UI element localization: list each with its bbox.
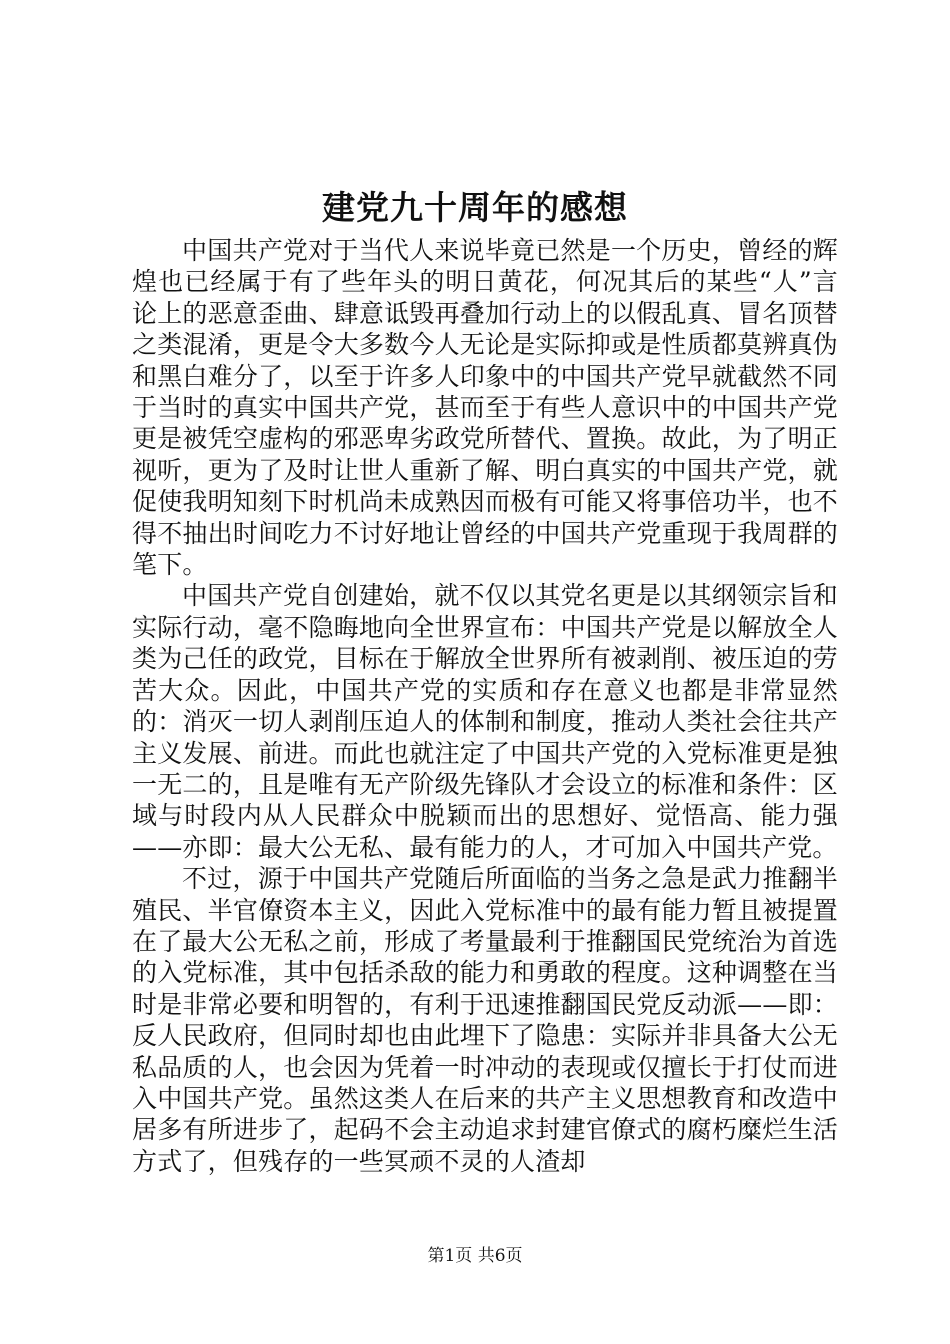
page-number: 第1页 bbox=[427, 1246, 473, 1266]
paragraph-1: 中国共产党对于当代人来说毕竟已然是一个历史，曾经的辉煌也已经属于有了些年头的明日黄花，何况其后的某些“人”言论上的恶意歪曲、肆意诋毁再叠加行动上的以假乱真、冒名顶替之类混淆，更是令大多数今人无论是实际抑或是性质都莫辨真伪和黑白难分了，以至于许多人印象中的中国共产党早就截然不同于当时的真实中国共产党，甚而至于有些人意识中的中国共产党更是被凭空虚构的邪恶卑劣政党所替代、置换。故此，为了明正视听，更为了及时让世人重新了解、明白真实的中国共产党，就促使我明知刻下时机尚未成熟因而极有可能又将事倍功半，也不得不抽出时间吃力不讨好地让曾经的中国共产党重现于我周群的笔下。 bbox=[132, 236, 838, 580]
page-footer bbox=[0, 1244, 950, 1268]
page-total: 共6页 bbox=[477, 1246, 523, 1266]
document-body bbox=[132, 235, 838, 1177]
paragraph-3: 不过，源于中国共产党随后所面临的当务之急是武力推翻半殖民、半官僚资本主义，因此入党标准中的最有能力暂且被提置在了最大公无私之前，形成了考量最利于推翻国民党统治为首选的入党标准，其中包括杀敌的能力和勇敢的程度。这种调整在当时是非常必要和明智的，有利于迅速推翻国民党反动派——即：反人民政府，但同时却也由此埋下了隐患：实际并非具备大公无私品质的人，也会因为凭着一时冲动的表现或仅擅长于打仗而进入中国共产党。虽然这类人在后来的共产主义思想教育和改造中居多有所进步了，起码不会主动追求封建官僚式的腐朽糜烂生活方式了，但残存的一些冥顽不灵的人渣却 bbox=[132, 864, 838, 1176]
document-title: 建党九十周年的感想 bbox=[322, 188, 628, 227]
paragraph-2: 中国共产党自创建始，就不仅以其党名更是以其纲领宗旨和实际行动，毫不隐晦地向全世界宣布：中国共产党是以解放全人类为己任的政党，目标在于解放全世界所有被剥削、被压迫的劳苦大众。因此，中国共产党的实质和存在意义也都是非常显然的：消灭一切人剥削压迫人的体制和制度，推动人类社会往共产主义发展、前进。而此也就注定了中国共产党的入党标准更是独一无二的，且是唯有无产阶级先锋队才会设立的标准和条件：区域与时段内从人民群众中脱颖而出的思想好、觉悟高、能力强——亦即：最大公无私、最有能力的人，才可加入中国共产党。 bbox=[132, 581, 838, 862]
